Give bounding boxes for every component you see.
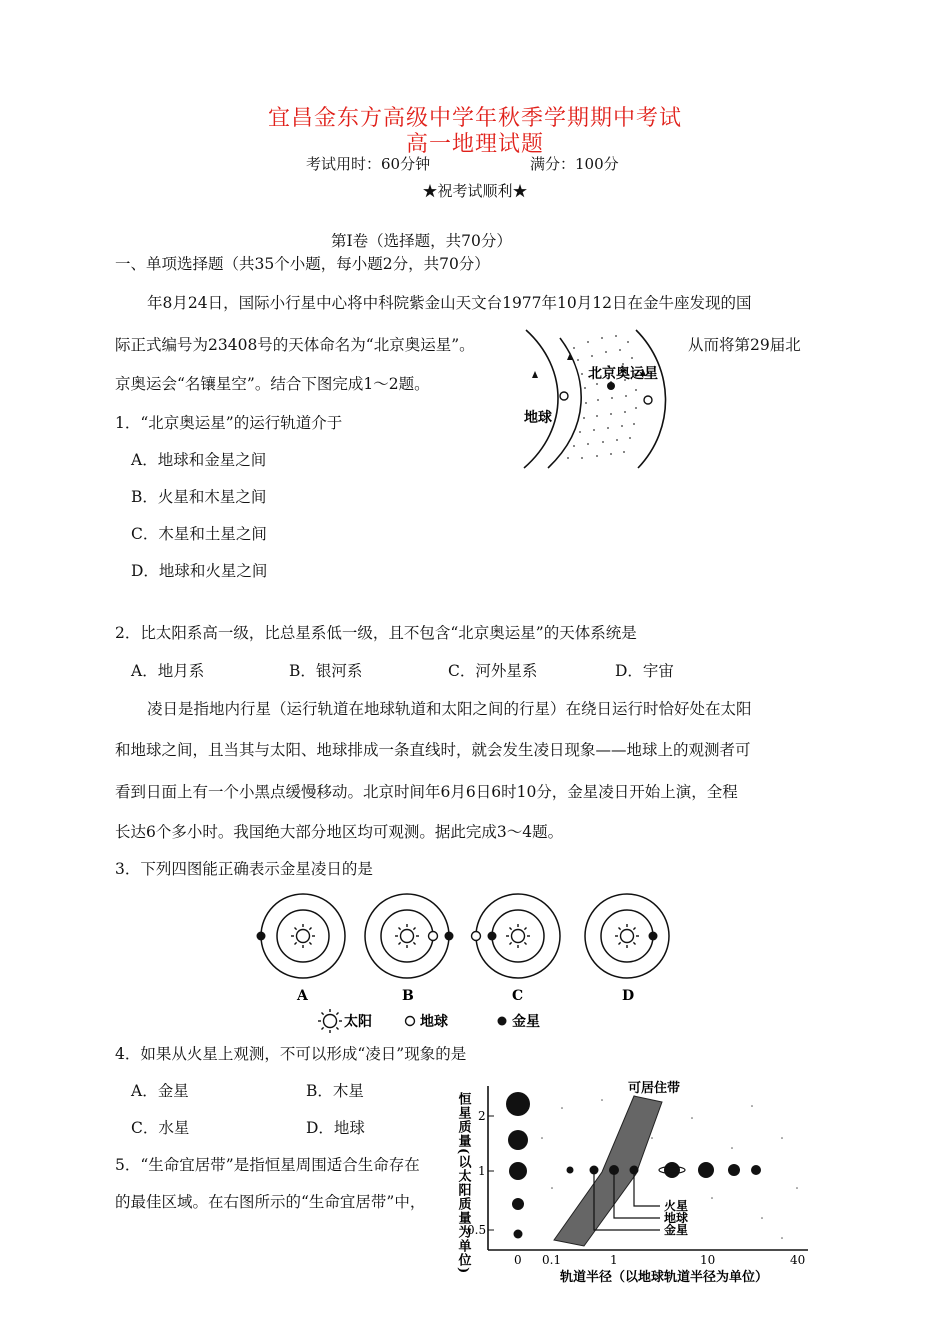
x-tick-0-1: 0.1: [542, 1253, 562, 1267]
x-tick-1: 1: [610, 1253, 618, 1267]
legend-sun: 太阳: [344, 1014, 372, 1030]
q2-option-c[interactable]: C．河外星系: [448, 662, 538, 680]
passage1-line3: 京奥运会“名镶星空”。结合下图完成1～2题。: [115, 375, 430, 393]
venus-icon: [498, 1017, 507, 1026]
x-axis-label: 轨道半径（以地球轨道半径为单位）: [560, 1270, 769, 1285]
transit-diagrams: [250, 888, 680, 1033]
sun-icon: [318, 1009, 342, 1033]
q3-stem: 3．下列四图能正确表示金星凌日的是: [115, 860, 373, 878]
legend-venus: 金星: [512, 1014, 540, 1030]
transit-option-a[interactable]: [257, 894, 346, 978]
transit-option-d[interactable]: [585, 894, 669, 978]
q1-stem: 1．“北京奥运星”的运行轨道介于: [115, 414, 343, 432]
transit-option-c[interactable]: [472, 894, 561, 978]
section-subheading: 一、单项选择题（共35个小题，每小题2分，共70分）: [115, 255, 490, 273]
orbit-diagram: [508, 328, 684, 470]
passage2-line2: 和地球之间，且当其与太阳、地球排成一条直线时，就会发生凌日现象——地球上的观测者可: [115, 741, 751, 759]
transit-option-b[interactable]: [365, 894, 454, 978]
x-tick-40: 40: [790, 1253, 806, 1267]
y-axis-label: 恒星质量(以太阳质量为单位): [455, 1092, 471, 1275]
zone-label: 可居住带: [628, 1081, 681, 1096]
label-venus-chart: 金星: [664, 1223, 689, 1237]
q5-line1: 5．“生命宜居带”是指恒星周围适合生命存在: [115, 1156, 420, 1174]
exam-title: 宜昌金东方高级中学年秋季学期期中考试: [267, 106, 682, 131]
q5-line2: 的最佳区域。在右图所示的“生命宜居带”中，: [115, 1193, 426, 1211]
label-mars: 火星: [664, 1199, 689, 1213]
q1-option-a[interactable]: A．地球和金星之间: [131, 451, 267, 469]
q2-option-d[interactable]: D．宇宙: [615, 662, 674, 680]
exam-subtitle: 高一地理试题: [405, 132, 544, 157]
passage2-line3: 看到日面上有一个小黑点缓慢移动。北京时间年6月6日6时10分，金星凌日开始上演，全程: [115, 783, 738, 801]
x-tick-0: 0: [514, 1253, 522, 1267]
q1-option-c[interactable]: C．木星和土星之间: [131, 525, 267, 543]
label-c: C: [512, 988, 524, 1004]
q4-option-d[interactable]: D．地球: [306, 1119, 365, 1137]
q2-option-b[interactable]: B．银河系: [289, 662, 363, 680]
label-beijing-asteroid: 北京奥运星: [588, 366, 658, 382]
passage1-line2b: 从而将第29届北: [688, 336, 801, 354]
habitable-zone-chart: [452, 1078, 822, 1286]
x-tick-10: 10: [700, 1253, 716, 1267]
passage2-line4: 长达6个多小时。我国绝大部分地区均可观测。据此完成3～4题。: [115, 823, 564, 841]
q4-option-c[interactable]: C．水星: [131, 1119, 190, 1137]
q2-stem: 2．比太阳系高一级，比总星系低一级，且不包含“北京奥运星”的天体系统是: [115, 624, 637, 642]
passage2-line1: 凌日是指地内行星（运行轨道在地球轨道和太阳之间的行星）在绕日运行时恰好处在太阳: [147, 700, 752, 718]
y-tick-2: 2: [478, 1109, 486, 1123]
full-score: 满分：100分: [530, 155, 619, 173]
label-earth-chart: 地球: [664, 1211, 689, 1225]
legend-earth: 地球: [420, 1014, 448, 1030]
earth-icon: [406, 1017, 415, 1026]
q4-option-a[interactable]: A．金星: [131, 1082, 189, 1100]
passage1-line1: 年8月24日，国际小行星中心将中科院紫金山天文台1977年10月12日在金牛座发现的国: [147, 294, 752, 312]
y-tick-1: 1: [478, 1164, 486, 1178]
q1-option-b[interactable]: B．火星和木星之间: [131, 488, 267, 506]
exam-time: 考试用时：60分钟: [306, 155, 431, 173]
blessing: ★祝考试顺利★: [422, 182, 528, 200]
passage1-line2: 际正式编号为23408号的天体命名为“北京奥运星”。: [115, 336, 475, 354]
label-a: A: [297, 988, 308, 1004]
q4-stem: 4．如果从火星上观测，不可以形成“凌日”现象的是: [115, 1045, 467, 1063]
q4-option-b[interactable]: B．木星: [306, 1082, 364, 1100]
q1-option-d[interactable]: D．地球和火星之间: [131, 562, 268, 580]
y-tick-0-5: 0.5: [467, 1223, 487, 1237]
label-earth: 地球: [524, 410, 552, 426]
q2-option-a[interactable]: A．地月系: [131, 662, 205, 680]
section-heading: 第Ⅰ卷（选择题，共70分）: [331, 232, 512, 250]
label-d: D: [622, 988, 635, 1004]
label-b: B: [402, 988, 414, 1004]
